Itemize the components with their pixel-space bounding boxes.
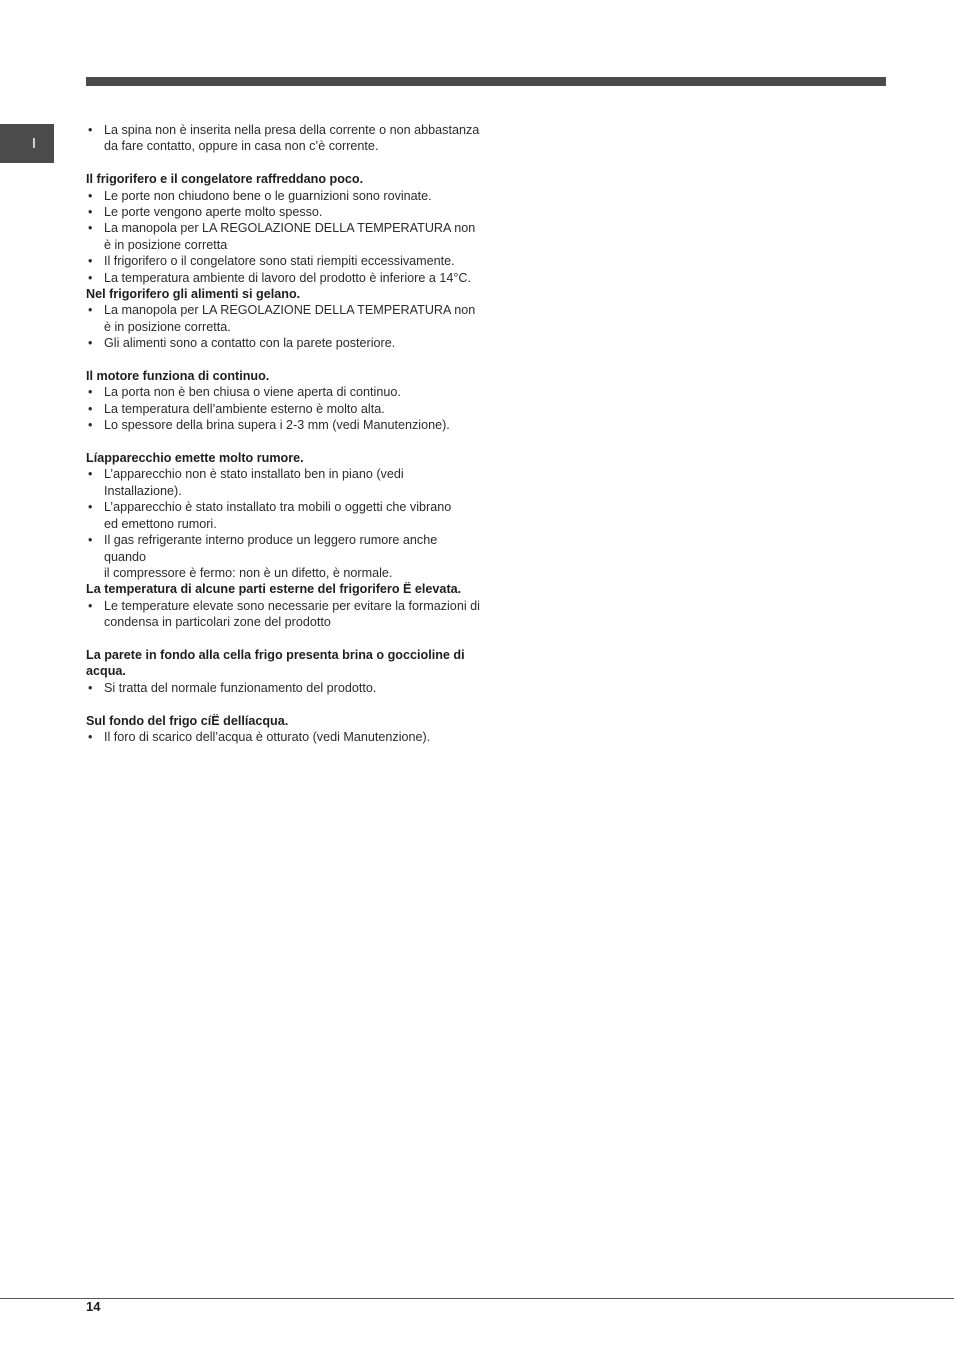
list-item: • Le porte non chiudono bene o le guarnizioni sono rovinate. xyxy=(86,188,481,204)
troubleshooting-content xyxy=(86,122,481,762)
list-item: • La manopola per LA REGOLAZIONE DELLA TEMPERATURA non è in posizione corretta. xyxy=(86,302,481,335)
list-item: • Gli alimenti sono a contatto con la parete posteriore. xyxy=(86,335,481,351)
bullet-list xyxy=(86,302,481,351)
section-heading: Il motore funziona di continuo. xyxy=(86,369,270,384)
section-frost-back-wall xyxy=(86,647,481,696)
list-item: • Le porte vengono aperte molto spesso. xyxy=(86,204,481,220)
bullet-list xyxy=(86,729,481,745)
section-motor-continuous xyxy=(86,368,481,434)
page-number: 14 xyxy=(86,1299,101,1314)
bullet-list xyxy=(86,384,481,433)
list-item: • La temperatura ambiente di lavoro del prodotto è inferiore a 14°C. xyxy=(86,270,481,286)
bullet-list xyxy=(86,188,481,286)
bullet-list xyxy=(86,122,481,155)
section-noise xyxy=(86,450,481,581)
section-no-power xyxy=(86,122,481,155)
section-water-bottom xyxy=(86,713,481,746)
section-heading: Líapparecchio emette molto rumore. xyxy=(86,451,304,466)
list-item: • Il foro di scarico dell’acqua è otturato (vedi Manutenzione). xyxy=(86,729,481,745)
list-item: • L’apparecchio non è stato installato ben in piano (vedi Installazione). xyxy=(86,466,481,499)
section-cooling-weak xyxy=(86,171,481,286)
list-item: • La temperatura dell’ambiente esterno è molto alta. xyxy=(86,401,481,417)
list-item: • La manopola per LA REGOLAZIONE DELLA TEMPERATURA non è in posizione corretta xyxy=(86,220,481,253)
list-item: • Il frigorifero o il congelatore sono stati riempiti eccessivamente. xyxy=(86,253,481,269)
list-item: • La porta non è ben chiusa o viene aperta di continuo. xyxy=(86,384,481,400)
bullet-list xyxy=(86,532,481,565)
bullet-list xyxy=(86,680,481,696)
section-external-temperature xyxy=(86,581,481,630)
list-item: • Lo spessore della brina supera i 2-3 mm (vedi Manutenzione). xyxy=(86,417,481,433)
language-tab: I xyxy=(0,124,54,163)
section-heading: Nel frigorifero gli alimenti si gelano. xyxy=(86,287,301,302)
section-heading: La parete in fondo alla cella frigo presenta brina o goccioline di acqua. xyxy=(86,647,465,679)
section-heading: Sul fondo del frigo cíË dellíacqua. xyxy=(86,713,289,728)
header-rule xyxy=(86,77,886,86)
bullet-list xyxy=(86,466,481,515)
list-item: • L’apparecchio è stato installato tra mobili o oggetti che vibrano xyxy=(86,499,481,515)
list-item-continuation: ed emettono rumori. xyxy=(104,516,217,531)
list-item-continuation: il compressore è fermo: non è un difetto, è normale. xyxy=(104,565,393,580)
footer-rule xyxy=(0,1298,954,1299)
bullet-list xyxy=(86,598,481,631)
list-item: • Si tratta del normale funzionamento del prodotto. xyxy=(86,680,481,696)
list-item: • Le temperature elevate sono necessarie per evitare la formazioni di condensa in particolari zone del prodotto xyxy=(86,598,481,631)
list-item: • Il gas refrigerante interno produce un leggero rumore anche quando xyxy=(86,532,481,565)
section-heading: Il frigorifero e il congelatore raffreddano poco. xyxy=(86,172,364,187)
list-item: • La spina non è inserita nella presa della corrente o non abbastanza da fare contatto, oppure in casa non c’è corrente. xyxy=(86,122,481,155)
section-heading: La temperatura di alcune parti esterne del frigorifero Ë elevata. xyxy=(86,582,462,597)
section-food-freezing xyxy=(86,286,481,352)
